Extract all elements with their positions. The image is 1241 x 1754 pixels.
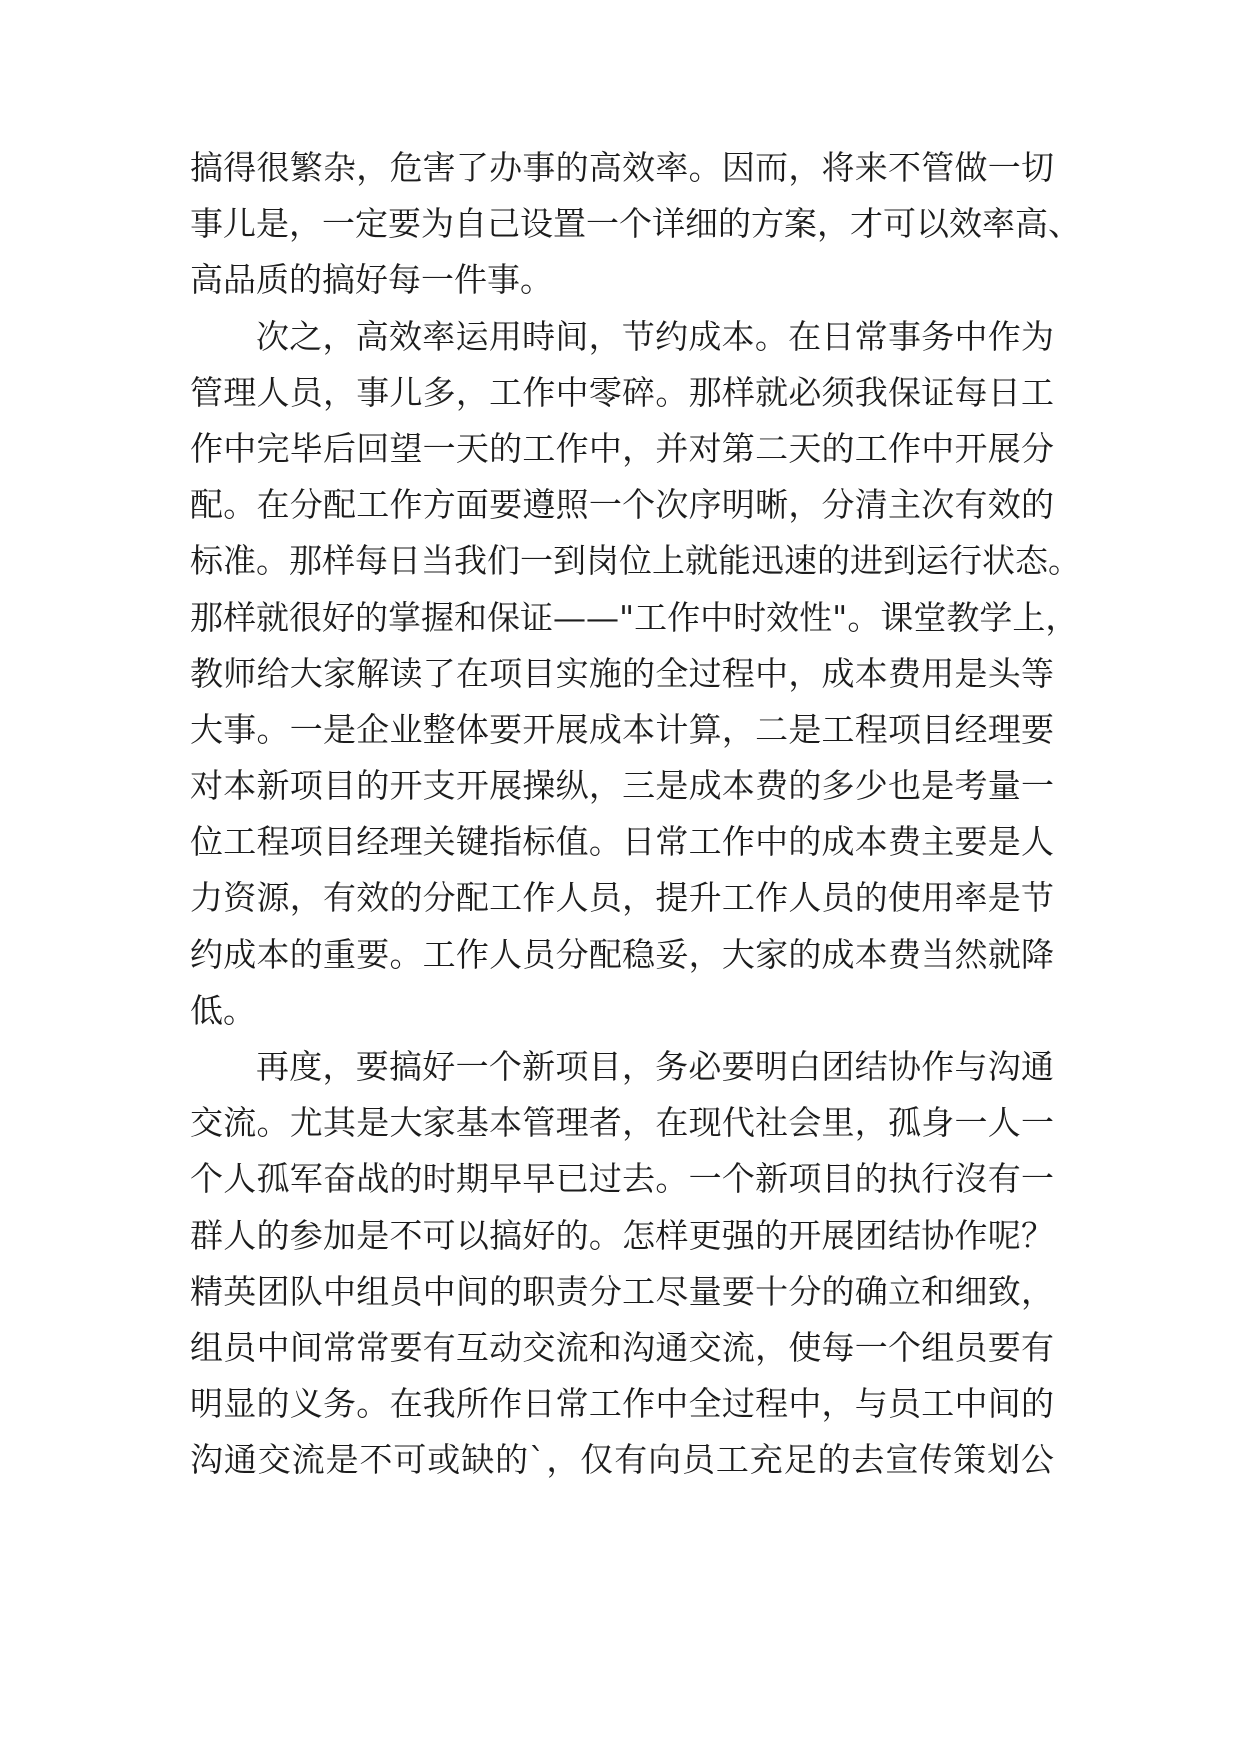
text-line: 约成本的重要。工作人员分配稳妥，大家的成本费当然就降 [190,934,1054,974]
text-line: 管理人员，事儿多，工作中零碎。那样就必须我保证每日工 [190,372,1054,412]
text-line: 教师给大家解读了在项目实施的全过程中，成本费用是头等 [190,653,1054,693]
text-line: 位工程项目经理关键指标值。日常工作中的成本费主要是人 [190,822,1054,862]
text-line: 力资源，有效的分配工作人员，提升工作人员的使用率是节 [190,878,1054,918]
text-line: 明显的义务。在我所作日常工作中全过程中，与员工中间的 [190,1384,1054,1424]
text-line: 低。 [190,990,256,1030]
text-line: 沟通交流是不可或缺的`，仅有向员工充足的去宣传策划公 [190,1440,1054,1480]
text-line: 再度，要搞好一个新项目，务必要明白团结协作与沟通 [256,1047,1054,1086]
text-line: 事儿是，一定要为自己设置一个详细的方案，才可以效率高、 [190,204,1081,244]
text-line: 作中完毕后回望一天的工作中，并对第二天的工作中开展分 [190,428,1054,468]
text-line: 个人孤军奋战的时期早早已过去。一个新项目的执行沒有一 [190,1159,1054,1199]
text-line: 高品质的搞好每一件事。 [190,260,553,300]
text-line: 配。在分配工作方面要遵照一个次序明晰，分清主次有效的 [190,485,1054,525]
text-line: 搞得很繁杂，危害了办事的高效率。因而，将来不管做一切 [190,148,1054,187]
text-line: 交流。尤其是大家基本管理者，在现代社会里，孤身一人一 [190,1103,1054,1143]
text-line: 大事。一是企业整体要开展成本计算，二是工程项目经理要 [190,709,1054,749]
text-line: 次之，高效率运用時间，节约成本。在日常事务中作为 [256,316,1054,356]
text-line: 标准。那样每日当我们一到岗位上就能迅速的进到运行状态。 [190,541,1081,581]
text-line: 精英团队中组员中间的职责分工尽量要十分的确立和细致， [190,1271,1054,1311]
text-line: 那样就很好的掌握和保证——"工作中时效性"。课堂教学上， [190,597,1079,637]
body-text [190,140,1081,1489]
text-line: 组员中间常常要有互动交流和沟通交流，使每一个组员要有 [190,1327,1054,1367]
text-line: 群人的参加是不可以搞好的。怎样更强的开展团结协作呢？ [190,1215,1054,1255]
text-line: 对本新项目的开支开展操纵，三是成本费的多少也是考量一 [190,766,1054,806]
